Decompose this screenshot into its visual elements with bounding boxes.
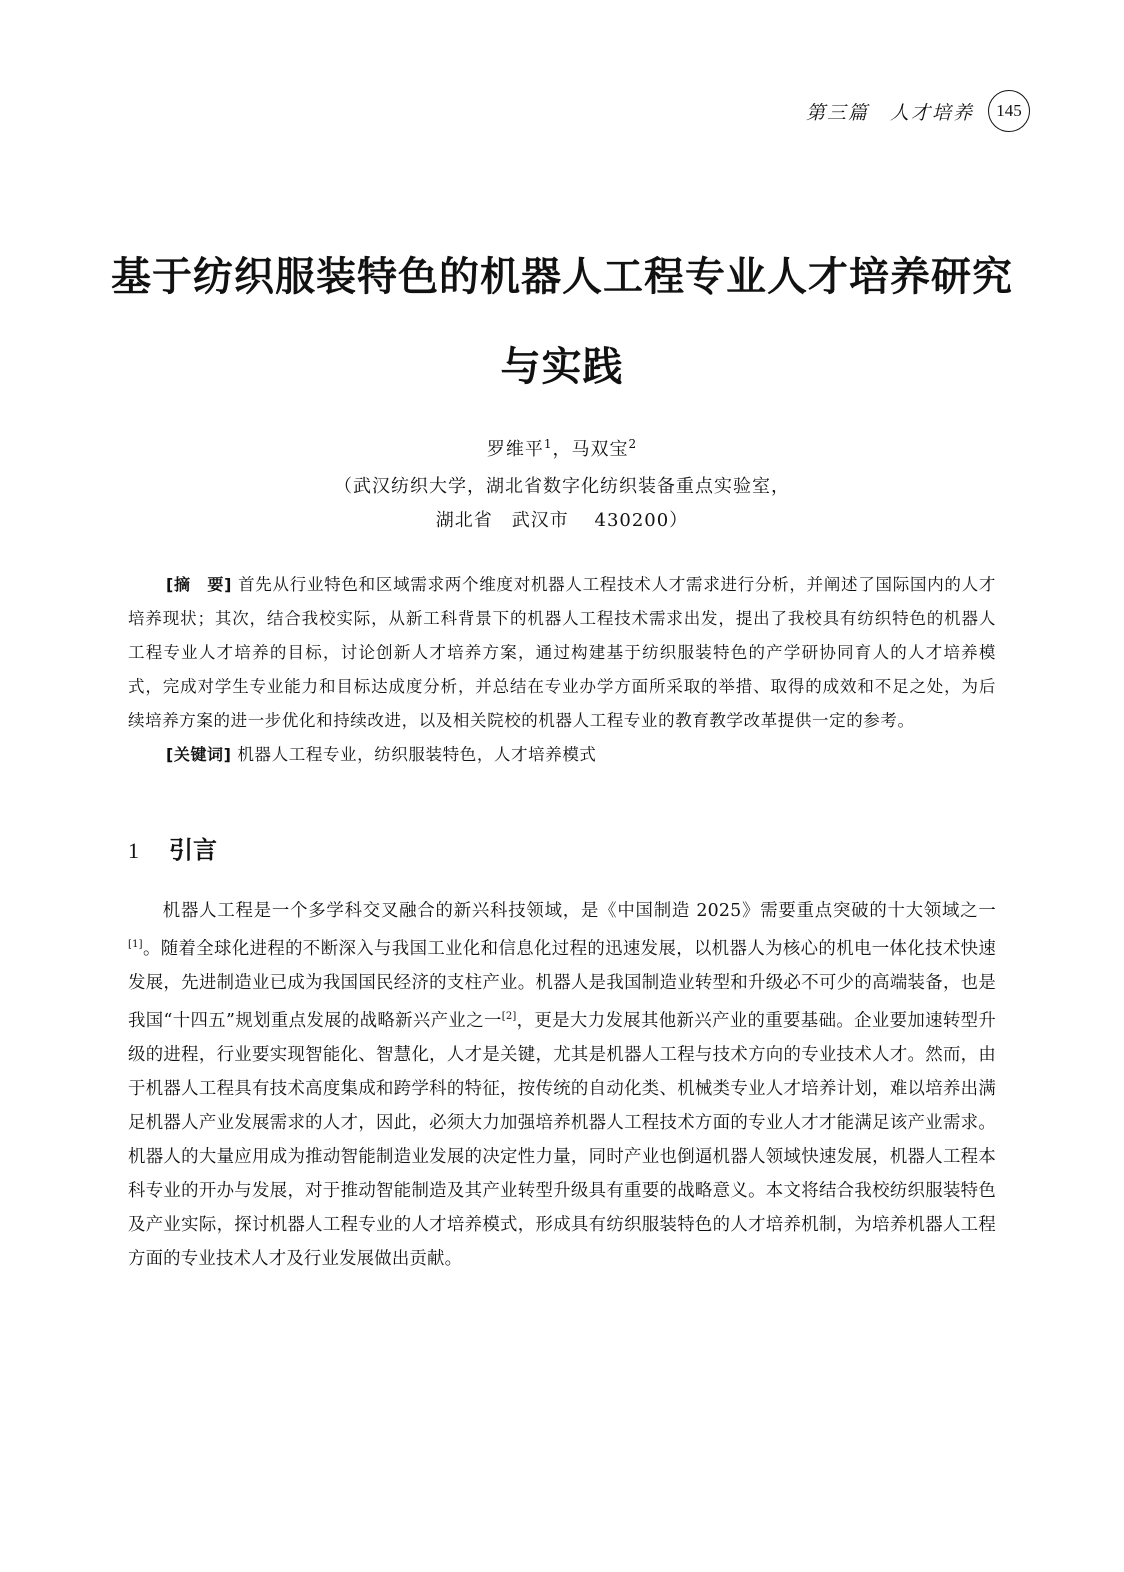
paragraph-text: ，更是大力发展其他新兴产业的重要基础。企业要加速转型升级的进程，行业要实现智能化、智慧化，人才是关键，尤其是机器人工程与技术方向的专业技术人才。然而，由于机器人工程具有技术高度集成和跨学科的特征，按传统的自动化类、机械类专业人才培养计划，难以培养出满足机器人产业发展需求的人才，因此，必须大力加强培养机器人工程技术方面的专业人才才能满足该产业需求。机器人的大量应用成为推动智能制造业发展的决定性力量，同时产业也倒逼机器人领域快速发展，机器人工程本科专业的开办与发展，对于推动智能制造及其产业转型升级具有重要的战略意义。本文将结合我校纺织服装特色及产业实际，探讨机器人工程专业的人才培养模式，形成具有纺织服装特色的人才培养机制，为培养机器人工程方面的专业技术人才及行业发展做出贡献。 bbox=[128, 1010, 996, 1269]
affiliation-line: （武汉纺织大学，湖北省数字化纺织装备重点实验室， bbox=[334, 476, 790, 497]
abstract-text: 首先从行业特色和区域需求两个维度对机器人工程技术人才需求进行分析，并阐述了国际国内的人才培养现状；其次，结合我校实际，从新工科背景下的机器人工程技术需求出发，提出了我校具有纺织特色的机器人工程专业人才培养的目标，讨论创新人才培养方案，通过构建基于纺织服装特色的产学研协同育人的人才培养模式，完成对学生专业能力和目标达成度分析，并总结在专业办学方面所采取的举措、取得的成效和不足之处，为后续培养方案的进一步优化和持续改进，以及相关院校的机器人工程专业的教育教学改革提供一定的参考。 bbox=[128, 575, 996, 730]
abstract bbox=[128, 568, 996, 738]
author-name: 马双宝 bbox=[571, 439, 629, 460]
paragraph bbox=[128, 894, 996, 1276]
author-name: 罗维平 bbox=[486, 439, 544, 460]
keywords-text: 机器人工程专业，纺织服装特色，人才培养模式 bbox=[237, 745, 597, 764]
section-label: 第三篇 人才培养 bbox=[805, 101, 974, 124]
paragraph-text: 。随着全球化进程的不断深入与我国工业化和信息化过程的迅速发展，以机器人为核心的机电一体化技术快速发展，先进制造业已成为我国国民经济的支柱产业。机器人是我国制造业转型和升级必不可少的高端装备，也是我国“十四五”规划重点发展的战略新兴产业之一 bbox=[128, 938, 996, 1031]
section-number: 1 bbox=[128, 838, 139, 863]
keywords bbox=[128, 738, 996, 772]
paragraph-text: 机器人工程是一个多学科交叉融合的新兴科技领域，是《中国制造 2025》需要重点突破的十大领域之一 bbox=[162, 901, 996, 921]
affiliation bbox=[0, 470, 1124, 538]
citation-ref: [2] bbox=[501, 1010, 517, 1022]
affiliation-line: 湖北省 武汉市 430200） bbox=[435, 510, 689, 531]
section-title: 引言 bbox=[169, 836, 217, 864]
author-separator: ， bbox=[552, 439, 572, 460]
page-number-badge: 145 bbox=[988, 90, 1030, 132]
abstract-label: [摘 要] bbox=[165, 575, 233, 594]
keywords-label: [关键词] bbox=[165, 745, 232, 764]
section-heading bbox=[128, 830, 217, 865]
affiliation-mark: 1 bbox=[543, 437, 553, 451]
abstract-block bbox=[128, 568, 996, 772]
article-title: 基于纺织服装特色的机器人工程专业人才培养研究与实践 bbox=[111, 254, 1013, 390]
author-line bbox=[0, 435, 1124, 461]
citation-ref: [1] bbox=[128, 939, 143, 950]
affiliation-mark: 2 bbox=[628, 437, 638, 451]
running-header bbox=[806, 90, 1030, 132]
body-text bbox=[128, 894, 996, 1276]
